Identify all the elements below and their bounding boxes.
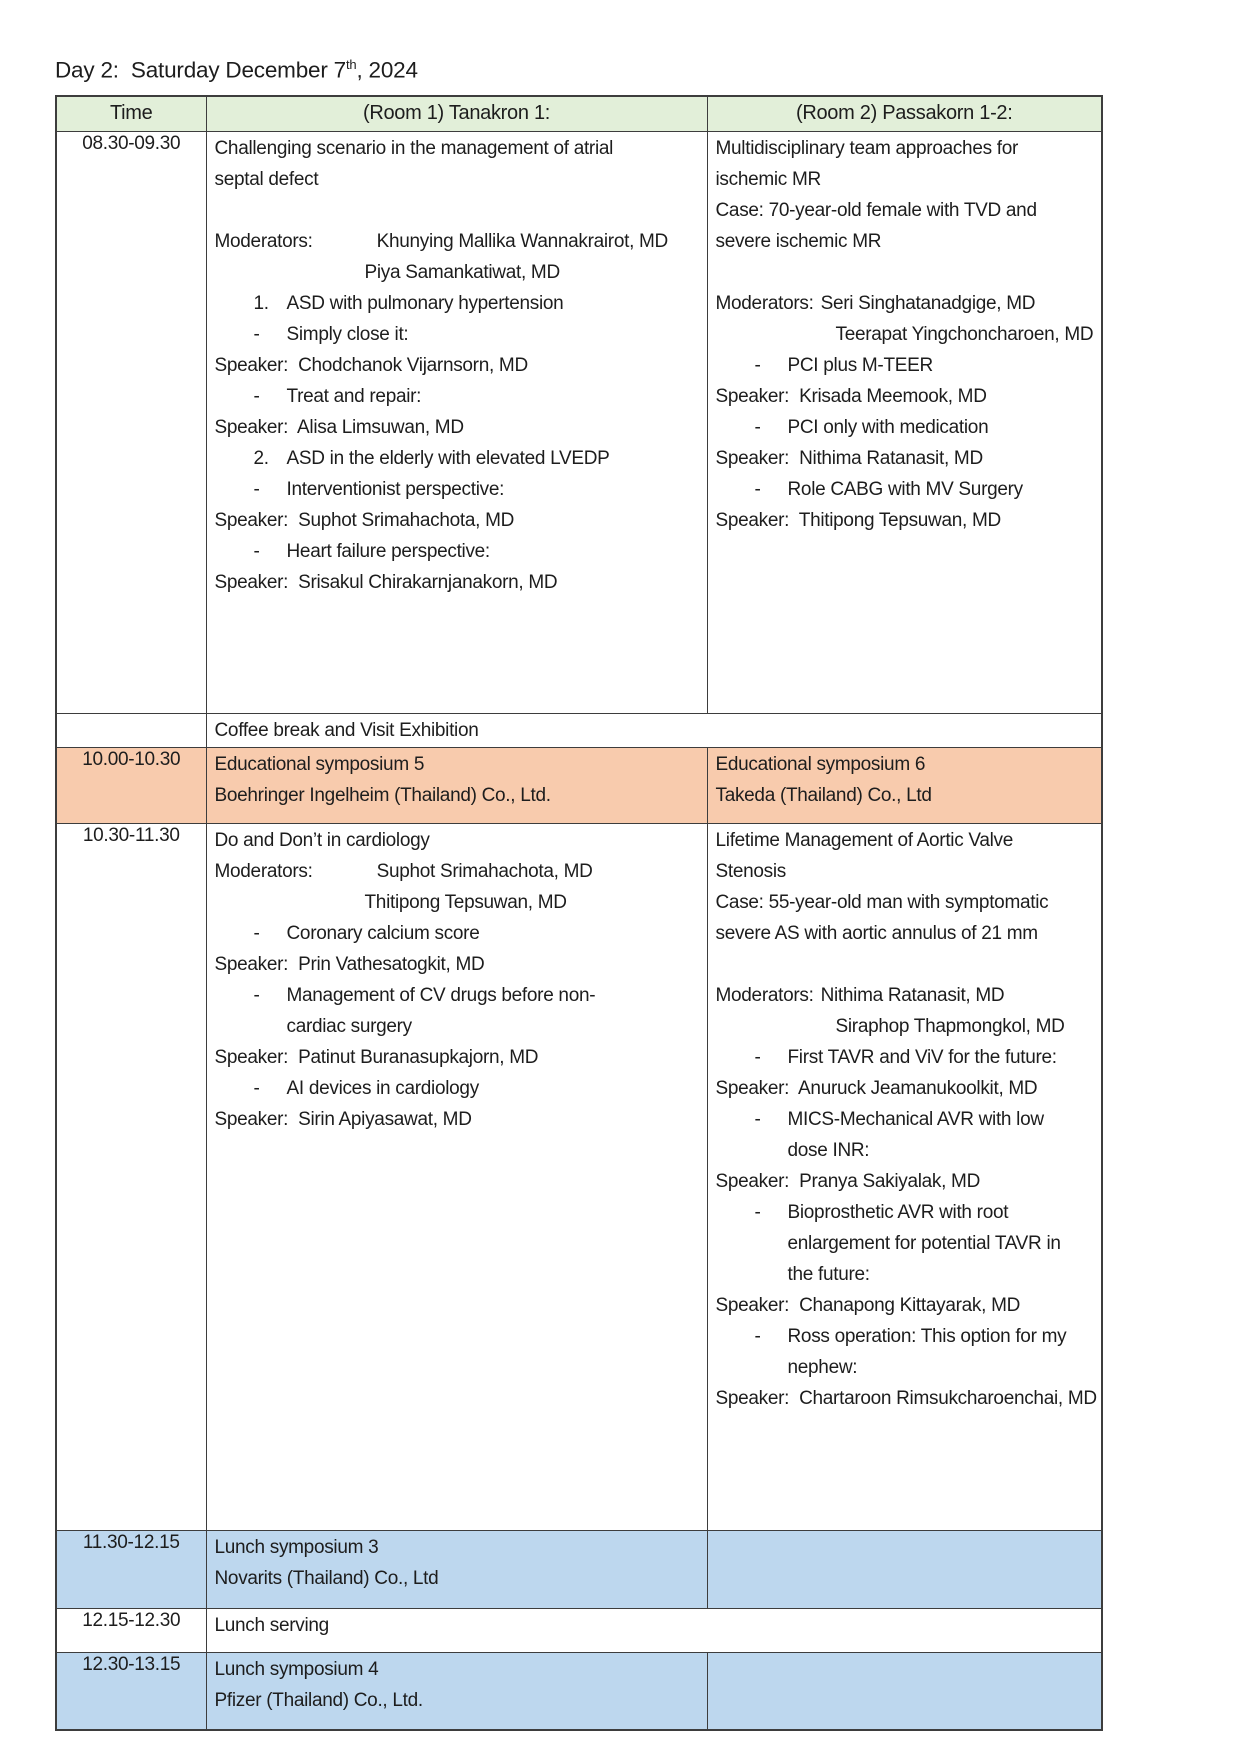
schedule-line: Speaker: Alisa Limsuwan, MD [214, 416, 464, 438]
schedule-line: Speaker: Patinut Buranasupkajorn, MD [214, 1046, 539, 1068]
bullet-item [215, 319, 699, 350]
column-header-time: Time [56, 96, 206, 132]
room2-cell [707, 131, 1102, 713]
schedule-line: Stenosis [715, 860, 786, 882]
moderator-name-continued: Thitipong Tepsuwan, MD [364, 891, 567, 913]
schedule-table [55, 95, 1103, 1732]
time-cell: 11.30-12.15 [56, 1530, 206, 1608]
blank-line [215, 195, 699, 226]
schedule-line: Takeda (Thailand) Co., Ltd [715, 784, 932, 806]
table-row-session-1030 [56, 823, 1102, 1530]
bullet-item [215, 980, 699, 1042]
item-text [287, 443, 610, 474]
item-text [287, 918, 480, 949]
item-text-line: Management of CV drugs before non- [286, 984, 596, 1006]
item-text [788, 1104, 1044, 1166]
item-text [287, 1073, 479, 1104]
dash-marker: - [253, 385, 260, 407]
moderators-label: Moderators: [715, 292, 814, 314]
time-cell [56, 713, 206, 747]
item-text [788, 1197, 1061, 1290]
moderators-line [215, 856, 699, 887]
column-header-room1: (Room 1) Tanakron 1: [206, 96, 707, 132]
dash-marker: - [253, 922, 260, 944]
moderator-name: Khunying Mallika Wannakrairot, MD [376, 230, 668, 252]
schedule-line: Speaker: Chartaroon Rimsukcharoenchai, MD [715, 1387, 1097, 1409]
schedule-line: Novarits (Thailand) Co., Ltd [214, 1567, 439, 1589]
schedule-line: Lifetime Management of Aortic Valve [715, 829, 1014, 851]
numbered-item [215, 443, 699, 474]
room1-cell [206, 131, 707, 713]
schedule-line: Speaker: Pranya Sakiyalak, MD [715, 1170, 981, 1192]
item-text-line: MICS-Mechanical AVR with low [787, 1108, 1044, 1130]
dash-marker: - [253, 540, 260, 562]
schedule-line: severe ischemic MR [715, 230, 882, 252]
schedule-line: Lunch symposium 4 [214, 1658, 379, 1680]
page-title-text: Day 2: Saturday December 7 [55, 57, 346, 83]
dash-marker: - [253, 478, 260, 500]
schedule-line: Educational symposium 6 [715, 753, 926, 775]
item-text-line: Interventionist perspective: [286, 478, 505, 500]
moderators-label: Moderators: [715, 984, 814, 1006]
bullet-item [215, 536, 699, 567]
time-cell: 12.15-12.30 [56, 1608, 206, 1652]
page-title [55, 57, 1241, 84]
table-row-lunch-symposium-3 [56, 1530, 1102, 1608]
schedule-line: Educational symposium 5 [214, 753, 425, 775]
item-text-line: Bioprosthetic AVR with root [787, 1201, 1009, 1223]
bullet-item [716, 1104, 1094, 1166]
schedule-line: Speaker: Chanapong Kittayarak, MD [715, 1294, 1021, 1316]
moderators-line [716, 980, 1094, 1011]
schedule-line: Multidisciplinary team approaches for [715, 137, 1019, 159]
schedule-line: septal defect [214, 168, 319, 190]
item-text-line: the future: [787, 1263, 870, 1285]
room1-cell [206, 1652, 707, 1730]
item-text [287, 288, 564, 319]
item-text-line: Ross operation: This option for my [787, 1325, 1067, 1347]
schedule-line: Speaker: Prin Vathesatogkit, MD [214, 953, 485, 975]
item-text-line: dose INR: [787, 1139, 870, 1161]
room2-cell [707, 1652, 1102, 1730]
item-text-line: First TAVR and ViV for the future: [787, 1046, 1057, 1068]
item-text [788, 412, 989, 443]
page-title-superscript: th [346, 57, 357, 72]
schedule-line: Lunch serving [214, 1614, 329, 1636]
table-row-symposium-1000 [56, 747, 1102, 823]
schedule-line: severe AS with aortic annulus of 21 mm [715, 922, 1038, 944]
item-text [287, 980, 596, 1042]
dash-marker: - [754, 1108, 761, 1130]
room2-cell [707, 823, 1102, 1530]
item-text-line: cardiac surgery [286, 1015, 412, 1037]
schedule-line: Speaker: Suphot Srimahachota, MD [214, 509, 515, 531]
room1-cell [206, 1530, 707, 1608]
table-row-lunch-symposium-4 [56, 1652, 1102, 1730]
number-marker: 1. [253, 292, 269, 314]
blank-line [716, 257, 1094, 288]
schedule-line: Do and Don’t in cardiology [214, 829, 430, 851]
item-text [788, 1321, 1067, 1383]
moderator-name: Nithima Ratanasit, MD [820, 984, 1005, 1006]
schedule-line: Speaker: Krisada Meemook, MD [715, 385, 987, 407]
item-text-line: nephew: [787, 1356, 858, 1378]
room1-cell [206, 823, 707, 1530]
moderators-label: Moderators: [214, 230, 313, 252]
bullet-item [215, 1073, 699, 1104]
item-text-line: Simply close it: [286, 323, 409, 345]
bullet-item [215, 918, 699, 949]
item-text [788, 474, 1023, 505]
moderator-name: Suphot Srimahachota, MD [376, 860, 593, 882]
item-text-line: Treat and repair: [286, 385, 422, 407]
column-header-room2: (Room 2) Passakorn 1-2: [707, 96, 1102, 132]
moderator-name-continued: Piya Samankatiwat, MD [364, 261, 560, 283]
schedule-line: Lunch symposium 3 [214, 1536, 379, 1558]
item-text-line: ASD with pulmonary hypertension [286, 292, 564, 314]
dash-marker: - [754, 416, 761, 438]
schedule-line: Case: 55-year-old man with symptomatic [715, 891, 1049, 913]
bullet-item [215, 474, 699, 505]
item-text [788, 1042, 1057, 1073]
schedule-line: Speaker: Thitipong Tepsuwan, MD [715, 509, 1001, 531]
bullet-item [716, 1197, 1094, 1290]
moderators-line [716, 288, 1094, 319]
item-text-line: Coronary calcium score [286, 922, 480, 944]
schedule-line: Boehringer Ingelheim (Thailand) Co., Ltd. [214, 784, 551, 806]
dash-marker: - [754, 1046, 761, 1068]
moderators-line [215, 226, 699, 257]
item-text-line: PCI only with medication [787, 416, 989, 438]
bullet-item [716, 474, 1094, 505]
time-cell: 12.30-13.15 [56, 1652, 206, 1730]
schedule-line: Speaker: Nithima Ratanasit, MD [715, 447, 983, 469]
schedule-line: Speaker: Anuruck Jeamanukoolkit, MD [715, 1077, 1038, 1099]
numbered-item [215, 288, 699, 319]
room2-cell [707, 747, 1102, 823]
table-row-session-0830 [56, 131, 1102, 713]
bullet-item [716, 1042, 1094, 1073]
table-row-lunch-serving [56, 1608, 1102, 1652]
moderator-name-continued: Teerapat Yingchoncharoen, MD [835, 323, 1094, 345]
span-cell [206, 1608, 1102, 1652]
schedule-table-body [56, 96, 1102, 1731]
moderators-label: Moderators: [214, 860, 313, 882]
span-cell [206, 713, 1102, 747]
bullet-item [716, 412, 1094, 443]
page-title-year: , 2024 [356, 57, 418, 83]
schedule-line: ischemic MR [715, 168, 821, 190]
schedule-line: Case: 70-year-old female with TVD and [715, 199, 1037, 221]
dash-marker: - [754, 1201, 761, 1223]
number-marker: 2. [253, 447, 269, 469]
item-text-line: Heart failure perspective: [286, 540, 490, 562]
bullet-item [215, 381, 699, 412]
dash-marker: - [754, 478, 761, 500]
item-text [287, 381, 422, 412]
item-text [287, 474, 505, 505]
dash-marker: - [253, 323, 260, 345]
item-text-line: PCI plus M-TEER [787, 354, 933, 376]
item-text-line: ASD in the elderly with elevated LVEDP [286, 447, 610, 469]
schedule-line: Speaker: Sirin Apiyasawat, MD [214, 1108, 472, 1130]
schedule-line: Speaker: Srisakul Chirakarnjanakorn, MD [214, 571, 558, 593]
item-text-line: enlargement for potential TAVR in [787, 1232, 1061, 1254]
dash-marker: - [754, 1325, 761, 1347]
blank-line [716, 949, 1094, 980]
item-text-line: AI devices in cardiology [286, 1077, 479, 1099]
time-cell: 10.30-11.30 [56, 823, 206, 1530]
time-cell: 08.30-09.30 [56, 131, 206, 713]
schedule-line: Challenging scenario in the management of atrial [214, 137, 614, 159]
item-text-line: Role CABG with MV Surgery [787, 478, 1023, 500]
dash-marker: - [253, 1077, 260, 1099]
time-cell: 10.00-10.30 [56, 747, 206, 823]
bullet-item [716, 1321, 1094, 1383]
schedule-line: Pfizer (Thailand) Co., Ltd. [214, 1689, 423, 1711]
schedule-line: Coffee break and Visit Exhibition [214, 719, 479, 741]
item-text [287, 319, 409, 350]
bullet-item [716, 350, 1094, 381]
item-text [287, 536, 490, 567]
dash-marker: - [253, 984, 260, 1006]
table-header-row [56, 96, 1102, 132]
room2-cell [707, 1530, 1102, 1608]
table-row-coffee-break [56, 713, 1102, 747]
dash-marker: - [754, 354, 761, 376]
schedule-line: Speaker: Chodchanok Vijarnsorn, MD [214, 354, 528, 376]
moderator-name-continued: Siraphop Thapmongkol, MD [835, 1015, 1065, 1037]
item-text [788, 350, 933, 381]
moderator-name: Seri Singhatanadgige, MD [820, 292, 1036, 314]
room1-cell [206, 747, 707, 823]
